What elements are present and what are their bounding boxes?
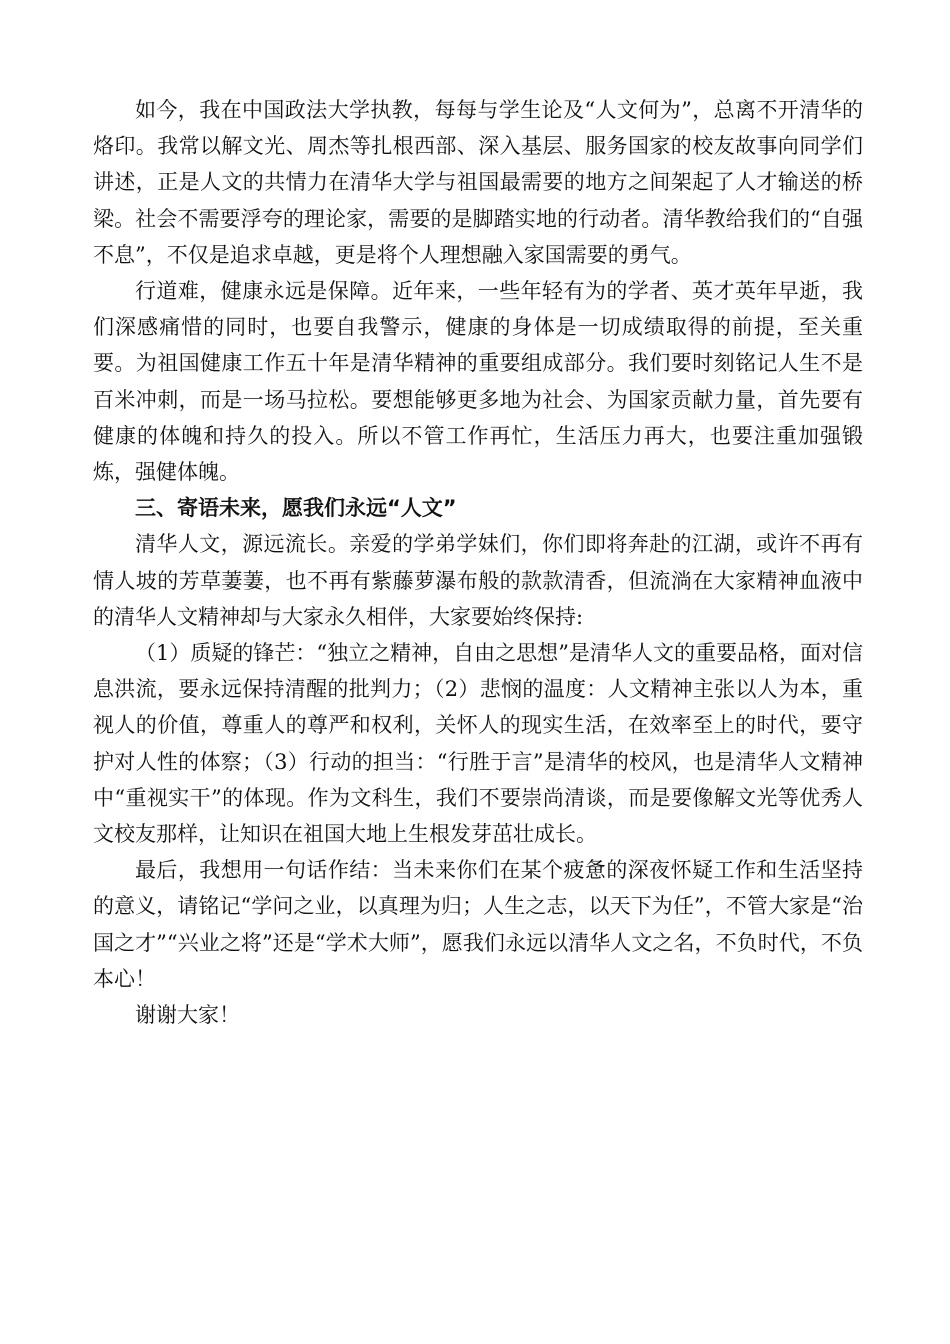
paragraph-humanities: 清华人文，源远流长。亲爱的学弟学妹们，你们即将奔赴的江湖，或许不再有情人坡的芳草萋萋，也不再有紫藤萝瀑布般的款款清香，但流淌在大家精神血液中的清华人文精神却与大家永久相伴，大家要始终保持: bbox=[93, 532, 863, 629]
paragraph-health: 行道难，健康永远是保障。近年来，一些年轻有为的学者、英才英年早逝，我们深感痛惜的同时，也要自我警示，健康的身体是一切成绩取得的前提，至关重要。为祖国健康工作五十年是清华精神的重要组成部分。我们要时刻铭记人生不是百米冲刺，而是一场马拉松。要想能够更多地为社会、为国家贡献力量，首先要有健康的体魄和持久的投入。所以不管工作再忙，生活压力再大，也要注重加强锻炼，强健体魄。 bbox=[93, 279, 863, 485]
paragraph-teaching: 如今，我在中国政法大学执教，每每与学生论及“人文何为”，总离不开清华的烙印。我常以解文光、周杰等扎根西部、深入基层、服务国家的校友故事向同学们讲述，正是人文的共情力在清华大学与祖国最需要的地方之间架起了人才输送的桥梁。社会不需要浮夸的理论家，需要的是脚踏实地的行动者。清华教给我们的“自强不息”，不仅是追求卓越，更是将个人理想融入家国需要的勇气。 bbox=[93, 98, 863, 267]
paragraph-closing: 最后，我想用一句话作结：当未来你们在某个疲惫的深夜怀疑工作和生活坚持的意义，请铭记“学问之业，以真理为归；人生之志，以天下为任”，不管大家是“治国之才”“兴业之将”还是“学术大师”，愿我们永远以清华人文之名，不负时代，不负本心！ bbox=[93, 858, 863, 991]
document-page bbox=[93, 92, 863, 1033]
paragraph-three-points: （1）质疑的锋芒：“独立之精神，自由之思想”是清华人文的重要品格，面对信息洪流，要永远保持清醒的批判力；（2）悲悯的温度：人文精神主张以人为本，重视人的价值，尊重人的尊严和权利，关怀人的现实生活，在效率至上的时代，要守护对人性的体察；（3）行动的担当：“行胜于言”是清华的校风，也是清华人文精神中“重视实干”的体现。作为文科生，我们不要崇尚清谈，而是要像解文光等优秀人文校友那样，让知识在祖国大地上生根发芽茁壮成长。 bbox=[93, 641, 863, 847]
paragraph-thanks: 谢谢大家！ bbox=[135, 1003, 240, 1028]
section-heading: 三、寄语未来，愿我们永远“人文” bbox=[135, 496, 457, 521]
